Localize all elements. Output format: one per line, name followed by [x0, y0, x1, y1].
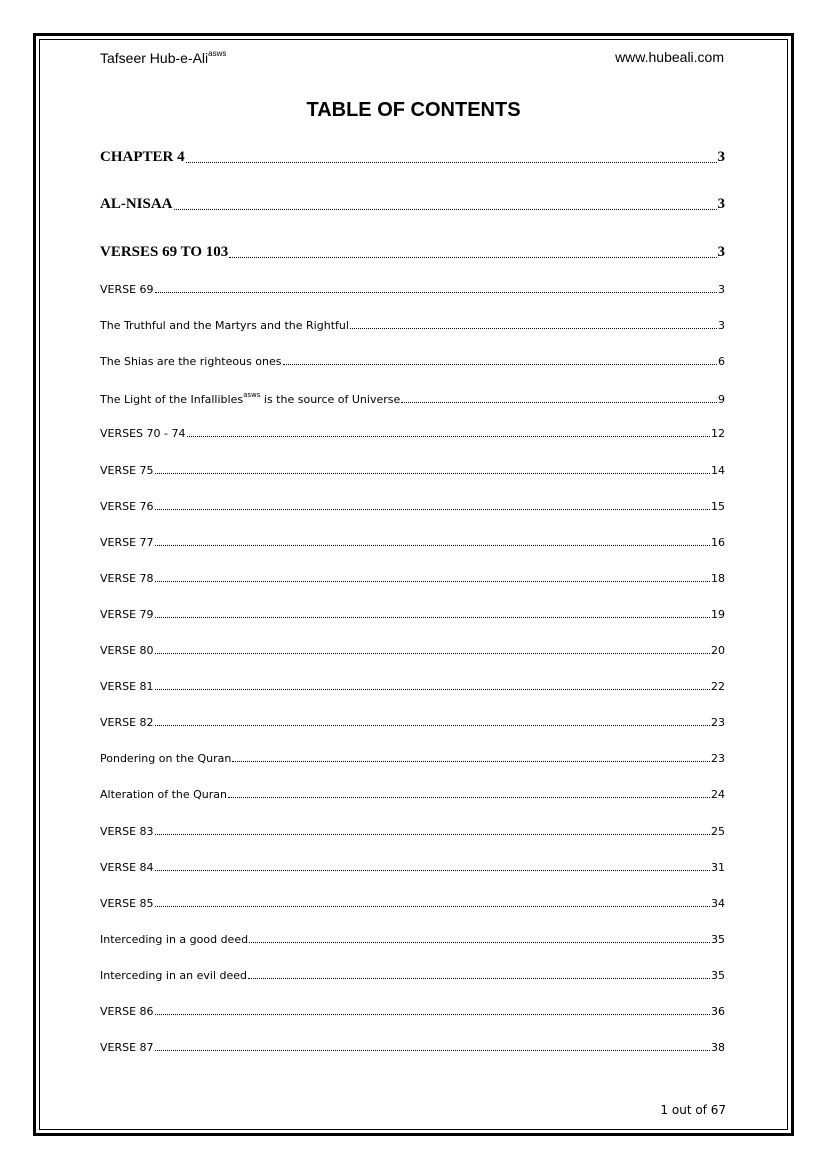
- toc-entry-page-number: 24: [711, 788, 725, 802]
- toc-dot-leader: [155, 617, 710, 618]
- toc-entry[interactable]: [100, 608, 725, 621]
- toc-entry-page-number: 23: [711, 716, 725, 730]
- toc-entry-label-text: VERSE 83: [100, 824, 154, 838]
- toc-entry-label: [100, 283, 154, 296]
- toc-entry-label: [100, 680, 154, 693]
- toc-entry-page-number: 14: [711, 463, 725, 477]
- toc-entry-label-text: AL-NISAA: [100, 196, 173, 212]
- toc-entry-page-number: 3: [718, 283, 725, 296]
- toc-dot-leader: [155, 1014, 710, 1015]
- toc-entry[interactable]: [100, 825, 725, 838]
- toc-entry-page-number: 20: [711, 644, 725, 657]
- toc-entry-label: [100, 788, 227, 801]
- toc-dot-leader: [155, 581, 710, 582]
- toc-entry-page-number: 19: [711, 607, 725, 621]
- toc-entry-label-text: Interceding in a good deed: [100, 932, 249, 946]
- toc-entry-label: [100, 319, 349, 332]
- toc-entry-page-number: 22: [711, 680, 725, 694]
- toc-entry-page-number: 36: [711, 1005, 725, 1018]
- toc-entry-page-number: 3: [717, 149, 725, 165]
- toc-entry-label-text: VERSE 84: [100, 860, 154, 874]
- toc-entry[interactable]: [100, 427, 725, 440]
- toc-entry[interactable]: [100, 355, 725, 368]
- page-title: TABLE OF CONTENTS: [306, 99, 521, 121]
- toc-entry-page-number: 12: [711, 427, 725, 441]
- toc-dot-leader: [155, 906, 710, 907]
- toc-entry[interactable]: [100, 788, 725, 801]
- toc-entry[interactable]: [100, 536, 725, 549]
- toc-dot-leader: [155, 473, 710, 474]
- toc-entry-label: [100, 752, 231, 765]
- toc-entry[interactable]: [100, 244, 725, 261]
- toc-entry[interactable]: [100, 572, 725, 585]
- toc-entry[interactable]: [100, 149, 725, 166]
- toc-entry-label-text: VERSE 79: [100, 607, 154, 621]
- toc-dot-leader: [229, 257, 716, 258]
- toc-entry-label: [100, 1005, 154, 1018]
- toc-dot-leader: [249, 942, 710, 943]
- toc-entry-label: [100, 391, 400, 406]
- toc-entry-label: [100, 644, 154, 657]
- toc-entry-label: [100, 716, 154, 729]
- toc-entry-label: [100, 355, 282, 368]
- toc-entry-page-number: 31: [711, 860, 725, 874]
- toc-dot-leader: [228, 797, 710, 798]
- toc-entry-label-text: Pondering on the Quran: [100, 752, 232, 766]
- toc-entry[interactable]: [100, 969, 725, 982]
- toc-entry-label: [100, 196, 173, 213]
- toc-entry[interactable]: [100, 933, 725, 946]
- toc-entry-label: [100, 1041, 154, 1054]
- toc-entry-label: [100, 861, 154, 874]
- toc-entry[interactable]: [100, 716, 725, 729]
- toc-entry[interactable]: [100, 1041, 725, 1054]
- toc-entry[interactable]: [100, 283, 725, 296]
- page-number: 1 out of 67: [660, 1103, 726, 1117]
- toc-entry-page-number: 38: [711, 1041, 725, 1055]
- toc-entry-label-text: VERSE 75: [100, 463, 154, 477]
- toc-entry-page-number: 3: [717, 244, 725, 260]
- toc-entry-page-number: 34: [711, 896, 725, 910]
- toc-entry-page-number: 9: [718, 393, 725, 407]
- toc-dot-leader: [155, 653, 710, 654]
- toc-dot-leader: [155, 870, 710, 871]
- toc-entry-label-text: VERSE 76: [100, 499, 154, 513]
- toc-entry-page-number: 35: [711, 968, 725, 982]
- toc-dot-leader: [187, 436, 711, 437]
- toc-entry-page-number: 3: [718, 319, 725, 333]
- toc-entry-label-text: VERSES 69 TO 103: [100, 244, 229, 260]
- toc-entry-label-text: VERSE 69: [100, 283, 154, 296]
- toc-entry-label: [100, 244, 228, 261]
- toc-entry[interactable]: [100, 861, 725, 874]
- toc-entry-label-text: VERSE 86: [100, 1005, 154, 1018]
- toc-entry[interactable]: [100, 196, 725, 213]
- toc-entry-label-text: VERSE 87: [100, 1041, 154, 1055]
- toc-entry-label: [100, 536, 154, 549]
- toc-entry-page-number: 3: [717, 196, 725, 212]
- toc-dot-leader: [155, 545, 710, 546]
- toc-entry-label: [100, 464, 154, 477]
- toc-entry-label-text: The Light of the Infallibles: [100, 393, 244, 407]
- toc-entry-label-text: VERSE 82: [100, 716, 154, 730]
- toc-entry[interactable]: [100, 464, 725, 477]
- toc-entry-label: [100, 608, 154, 621]
- toc-entry-label-text: The Truthful and the Martyrs and the Rightful: [100, 319, 349, 333]
- toc-dot-leader: [401, 402, 717, 403]
- toc-entry-page-number: 16: [711, 535, 725, 549]
- toc-entry-label: [100, 897, 154, 910]
- toc-dot-leader: [174, 209, 717, 210]
- toc-entry-label: [100, 572, 154, 585]
- toc-entry-label: [100, 500, 154, 513]
- toc-entry-label-text: CHAPTER 4: [100, 149, 185, 165]
- toc-entry-label: [100, 933, 248, 946]
- toc-entry[interactable]: [100, 752, 725, 765]
- toc-dot-leader: [232, 761, 710, 762]
- header-url[interactable]: www.hubeali.com: [615, 49, 724, 65]
- toc-entry-page-number: 35: [711, 932, 725, 946]
- toc-entry-label-text-after: is the source of Universe: [260, 393, 401, 407]
- toc-dot-leader: [155, 689, 710, 690]
- toc-entry-label-text: VERSE 85: [100, 896, 154, 910]
- toc-dot-leader: [155, 292, 717, 293]
- toc-entry-label: [100, 149, 185, 166]
- table-of-contents: [100, 0, 725, 1169]
- toc-entry[interactable]: [100, 319, 725, 332]
- toc-entry[interactable]: [100, 500, 725, 513]
- toc-entry-label-text: VERSE 78: [100, 571, 154, 585]
- toc-entry[interactable]: [100, 897, 725, 910]
- toc-entry-label-text: Alteration of the Quran: [100, 788, 228, 802]
- toc-entry-page-number: 25: [711, 824, 725, 838]
- toc-entry-label-text: VERSES 70 - 74: [100, 427, 186, 441]
- toc-entry-label-text: VERSE 80: [100, 644, 154, 657]
- toc-entry-label-text: Interceding in an evil deed: [100, 968, 248, 982]
- toc-entry-label-superscript: asws: [243, 391, 261, 400]
- toc-dot-leader: [155, 509, 710, 510]
- toc-dot-leader: [155, 725, 710, 726]
- toc-dot-leader: [155, 1050, 710, 1051]
- toc-entry[interactable]: [100, 391, 725, 406]
- toc-entry[interactable]: [100, 680, 725, 693]
- toc-entry-label-text: VERSE 77: [100, 535, 154, 549]
- toc-entry[interactable]: [100, 1005, 725, 1018]
- toc-dot-leader: [283, 364, 717, 365]
- header-title-text: Tafseer Hub-e-Ali: [100, 50, 209, 66]
- toc-entry-label-text: VERSE 81: [100, 680, 154, 694]
- toc-entry[interactable]: [100, 644, 725, 657]
- toc-entry-label: [100, 825, 154, 838]
- toc-dot-leader: [248, 978, 710, 979]
- toc-dot-leader: [186, 162, 717, 163]
- toc-entry-label-text: The Shias are the righteous ones: [100, 355, 282, 369]
- toc-entry-page-number: 23: [711, 752, 725, 766]
- toc-entry-page-number: 18: [711, 571, 725, 585]
- header-title-superscript: asws: [208, 49, 227, 58]
- toc-entry-page-number: 15: [711, 499, 725, 513]
- toc-entry-label: [100, 969, 247, 982]
- toc-dot-leader: [350, 328, 717, 329]
- toc-entry-page-number: 6: [718, 355, 725, 369]
- toc-dot-leader: [155, 834, 710, 835]
- toc-entry-label: [100, 427, 186, 440]
